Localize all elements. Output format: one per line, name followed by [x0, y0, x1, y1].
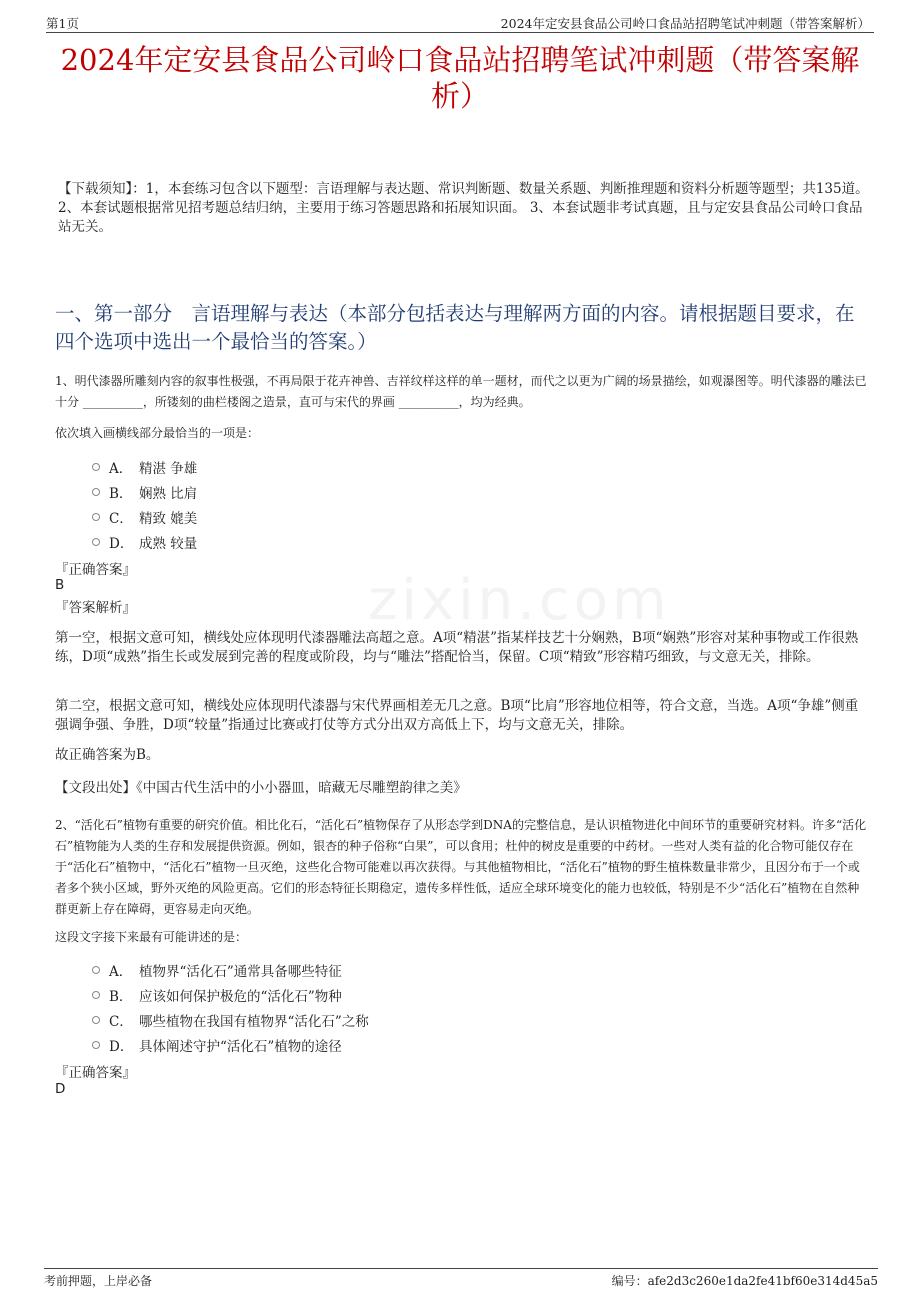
option-label: C．	[109, 510, 133, 527]
option-text: 成熟 较量	[139, 535, 198, 552]
radio-icon[interactable]	[92, 538, 100, 546]
radio-icon[interactable]	[92, 513, 100, 521]
radio-icon[interactable]	[92, 966, 100, 974]
answer-value: B	[55, 577, 65, 593]
page-footer	[44, 1268, 878, 1287]
answer-tag: 『正确答案』	[55, 562, 136, 578]
option-text: 精致 媲美	[139, 510, 198, 527]
document-title: 2024年定安县食品公司岭口食品站招聘笔试冲刺题（带答案解析）	[60, 43, 860, 113]
question-1-options	[92, 454, 197, 554]
option-label: A．	[109, 963, 133, 980]
radio-icon[interactable]	[92, 463, 100, 471]
header-title: 2024年定安县食品公司岭口食品站招聘笔试冲刺题（带答案解析）	[500, 16, 870, 31]
option-c[interactable]	[92, 504, 197, 529]
footer-slogan: 考前押题，上岸必备	[44, 1274, 153, 1288]
analysis-conclusion: 故正确答案为B。	[55, 747, 160, 763]
radio-icon[interactable]	[92, 991, 100, 999]
question-1-prompt: 依次填入画横线部分最恰当的一项是：	[55, 426, 260, 440]
answer-value: D	[55, 1081, 66, 1097]
option-text: 具体阐述守护“活化石”植物的途径	[139, 1038, 342, 1055]
page-header	[46, 12, 874, 33]
source-citation: 【文段出处】《中国古代生活中的小小器皿，暗藏无尽雕塑韵律之美》	[55, 780, 467, 796]
option-text: 应该如何保护极危的“活化石”物种	[139, 988, 342, 1005]
question-2-prompt: 这段文字接下来最有可能讲述的是：	[55, 930, 248, 944]
option-b[interactable]	[92, 982, 369, 1007]
document-id: 编号：afe2d3c260e1da2fe41bf60e314d45a5	[611, 1274, 878, 1288]
option-label: D．	[109, 535, 134, 552]
analysis-paragraph: 第一空，根据文意可知，横线处应体现明代漆器雕法高超之意。A项“精湛”指某样技艺十分娴熟，B项“娴熟”形容对某种事物或工作很熟练，D项“成熟”指生长或发展到完善的程度或阶段，均与“雕法”搭配恰当，保留。C项“精致”形容精巧细致，与文意无关，排除。	[55, 630, 859, 665]
option-d[interactable]	[92, 1032, 369, 1057]
option-label: B．	[109, 988, 133, 1005]
answer-tag: 『正确答案』	[55, 1065, 136, 1081]
option-d[interactable]	[92, 529, 197, 554]
option-text: 精湛 争雄	[139, 460, 198, 477]
option-label: C．	[109, 1013, 133, 1030]
option-a[interactable]	[92, 957, 369, 982]
question-2-options	[92, 957, 369, 1057]
option-label: D．	[109, 1038, 134, 1055]
radio-icon[interactable]	[92, 1041, 100, 1049]
page-number: 第1页	[46, 16, 79, 31]
radio-icon[interactable]	[92, 1016, 100, 1024]
option-a[interactable]	[92, 454, 197, 479]
section-heading: 一、第一部分 言语理解与表达（本部分包括表达与理解两方面的内容。请根据题目要求，在四个选项中选出一个最恰当的答案。）	[55, 302, 855, 353]
watermark: zixin.com	[368, 568, 671, 633]
option-text: 植物界“活化石”通常具备哪些特征	[139, 963, 342, 980]
option-b[interactable]	[92, 479, 197, 504]
download-notice: 【下载须知】：1，本套练习包含以下题型：言语理解与表达题、常识判断题、数量关系题、判断推理题和资料分析题等题型；共135道。 2、本套试题根据常见招考题总结归纳，主要用于练习答题思路和拓展知识面。 3、本套试题非考试真题，且与定安县食品公司岭口食品站无关。	[58, 181, 869, 235]
option-text: 娴熟 比肩	[139, 485, 198, 502]
analysis-tag: 『答案解析』	[55, 600, 136, 616]
question-1-stem: 1、明代漆器所雕刻内容的叙事性极强，不再局限于花卉神兽、吉祥纹样这样的单一题材，而代之以更为广阔的场景描绘，如观瀑图等。明代漆器的雕法已十分 __________，所镂刻的曲栏楼阁之造景，直可与宋代的界画 __________，均为经典。	[55, 374, 867, 409]
option-text: 哪些植物在我国有植物界“活化石”之称	[139, 1013, 369, 1030]
radio-icon[interactable]	[92, 488, 100, 496]
option-label: B．	[109, 485, 133, 502]
option-label: A．	[109, 460, 133, 477]
analysis-paragraph: 第二空，根据文意可知，横线处应体现明代漆器与宋代界画相差无几之意。B项“比肩”形容地位相等，符合文意，当选。A项“争雄”侧重强调争强、争胜，D项“较量”指通过比赛或打仗等方式分出双方高低上下，均与文意无关，排除。	[55, 698, 859, 733]
option-c[interactable]	[92, 1007, 369, 1032]
question-2-stem: 2、“活化石”植物有重要的研究价值。相比化石，“活化石”植物保存了从形态学到DNA的完整信息，是认识植物进化中间环节的重要研究材料。许多“活化石”植物能为人类的生存和发展提供资源。例如，银杏的种子俗称“白果”，可以食用；杜仲的树皮是重要的中药材。一些对人类有益的化合物可能仅存在于“活化石”植物中，“活化石”植物一旦灭绝，这些化合物可能难以再次获得。与其他植物相比，“活化石”植物的野生植株数量非常少，且因分布于一个或者多个狭小区域，野外灭绝的风险更高。它们的形态特征长期稳定，遗传多样性低，适应全球环境变化的能力也较低，特别是不少“活化石”植物在自然种群更新上存在障碍，更容易走向灭绝。	[55, 818, 867, 916]
